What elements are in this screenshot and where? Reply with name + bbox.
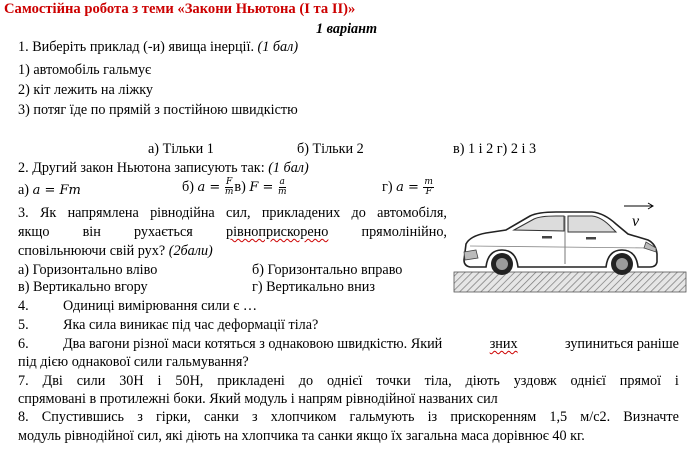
denominator: m xyxy=(277,187,287,197)
question-6-text: зних xyxy=(489,336,518,352)
word: уздовж xyxy=(513,373,557,389)
word: сили xyxy=(76,373,106,389)
question-2-option-a xyxy=(18,183,81,197)
question-2 xyxy=(18,161,309,175)
question-1-answer-b: б) Тільки 2 xyxy=(297,141,364,157)
word: точки xyxy=(376,373,411,389)
question-1-answer-a: а) Тільки 1 xyxy=(148,141,214,157)
word: рівнодійна xyxy=(150,205,215,221)
question-7-line-2: спрямовані в протилежні боки. Який модуль і напрям рівнодійної названих сил xyxy=(18,391,498,407)
question-1-points: (1 бал) xyxy=(257,39,299,55)
question-7-line-1 xyxy=(18,374,679,388)
word: і xyxy=(157,373,162,389)
question-6-line-1 xyxy=(63,337,679,351)
question-8-line-2: модуль рівнодійної сил, які діють на хлопчика та санки якщо їх загальна маса дорівнює 40 кг. xyxy=(18,428,585,444)
word: з xyxy=(252,409,258,425)
question-2-points: (1 бал) xyxy=(268,160,309,176)
variant-label: 1 варіант xyxy=(316,21,378,37)
word: Спустившись xyxy=(41,409,125,425)
word: 8. xyxy=(18,409,29,425)
option-label: в) xyxy=(234,178,246,195)
word: санки xyxy=(204,409,239,425)
numerator: F xyxy=(225,177,233,187)
question-6-number: 6. xyxy=(18,336,29,352)
question-4-number: 4. xyxy=(18,298,29,314)
ground-surface xyxy=(454,272,686,292)
numerator: a xyxy=(279,177,285,187)
word: м/с2. xyxy=(580,409,611,425)
word: напрямлена xyxy=(67,205,139,221)
word: гальмують xyxy=(349,409,415,425)
fraction xyxy=(423,178,434,197)
word: гірки, xyxy=(155,409,191,425)
question-3-option-b: б) Горизонтально вправо xyxy=(252,262,403,278)
word: і xyxy=(674,373,679,389)
question-6-text: зупиниться раніше xyxy=(565,336,679,352)
question-8-line-1 xyxy=(18,410,679,424)
question-2-option-g xyxy=(382,178,435,197)
car-figure xyxy=(452,200,688,296)
car-icon xyxy=(464,212,657,275)
word: 3. xyxy=(18,205,29,221)
question-3-line-2 xyxy=(18,225,447,239)
word: тіла, xyxy=(424,373,452,389)
question-1-text: 1. Виберіть приклад (-и) явища інерції. xyxy=(18,39,254,55)
worksheet-title: Самостійна робота з теми «Закони Ньютона (І та ІІ)» xyxy=(4,1,356,17)
question-1 xyxy=(18,40,298,54)
question-3-option-g: г) Вертикально вниз xyxy=(252,279,375,295)
word: діють xyxy=(465,373,500,389)
question-6-line-2: під дією однакової сили гальмування? xyxy=(18,354,249,370)
word: Визначте xyxy=(623,409,679,425)
word: прискоренням xyxy=(450,409,537,425)
word: сил, xyxy=(226,205,251,221)
velocity-label: v xyxy=(632,213,640,230)
word: автомобіля, xyxy=(377,205,447,221)
formula: a = xyxy=(396,179,419,195)
word: рухається xyxy=(134,224,193,240)
word: прикладені xyxy=(217,373,285,389)
question-1-answer-v-g: в) 1 і 2 г) 2 і 3 xyxy=(453,141,537,157)
question-3-line-3 xyxy=(18,244,213,258)
question-2-option-b-v xyxy=(182,178,288,197)
question-5-number: 5. xyxy=(18,317,29,333)
question-4-text: Одиниці вимірювання сили є … xyxy=(63,298,258,314)
word: 50Н, xyxy=(175,373,204,389)
question-3-option-a: а) Горизонтально вліво xyxy=(18,262,158,278)
word: з xyxy=(137,409,143,425)
word: хлопчиком xyxy=(270,409,337,425)
formula: F = xyxy=(249,179,274,195)
question-3-points: (2бали) xyxy=(168,243,213,259)
formula: a = xyxy=(197,179,221,195)
question-1-item: 2) кіт лежить на ліжку xyxy=(18,82,153,98)
question-3-line-1 xyxy=(18,206,447,220)
option-label: г) xyxy=(382,178,393,195)
option-label: б) xyxy=(182,178,194,195)
option-label: а) xyxy=(18,182,30,198)
question-1-item: 1) автомобіль гальмує xyxy=(18,62,152,78)
word: прикладених xyxy=(261,205,341,221)
denominator: F xyxy=(425,187,432,197)
word: Дві xyxy=(42,373,63,389)
fraction xyxy=(278,178,287,197)
word: до xyxy=(351,205,366,221)
numerator: m xyxy=(424,177,433,187)
word: із xyxy=(427,409,438,425)
fraction xyxy=(225,178,234,197)
word: він xyxy=(82,224,101,240)
question-5-text: Яка сила виникає під час деформації тіла? xyxy=(63,317,319,333)
word: рівноприскорено xyxy=(225,224,329,240)
word: однієї xyxy=(570,373,606,389)
formula: a = Fm xyxy=(32,183,81,198)
word: Як xyxy=(39,205,57,221)
word: 30Н xyxy=(119,373,144,389)
word: 7. xyxy=(18,373,29,389)
question-3-option-v: в) Вертикально вгору xyxy=(18,279,148,295)
word: однієї xyxy=(326,373,363,389)
word: до xyxy=(298,373,314,389)
word: якщо xyxy=(18,224,50,240)
word: прямої xyxy=(619,373,662,389)
word: 1,5 xyxy=(549,409,568,425)
question-3-text: сповільнюючи свій рух? xyxy=(18,243,166,259)
question-6-text: Два вагони різної маси котяться з однаковою швидкістю. Який xyxy=(63,336,443,352)
question-2-text: 2. Другий закон Ньютона записують так: xyxy=(18,160,265,176)
question-1-item: 3) потяг їде по прямій з постійною швидкістю xyxy=(18,102,298,118)
word: прямолінійно, xyxy=(361,224,447,240)
denominator: m xyxy=(224,187,234,197)
